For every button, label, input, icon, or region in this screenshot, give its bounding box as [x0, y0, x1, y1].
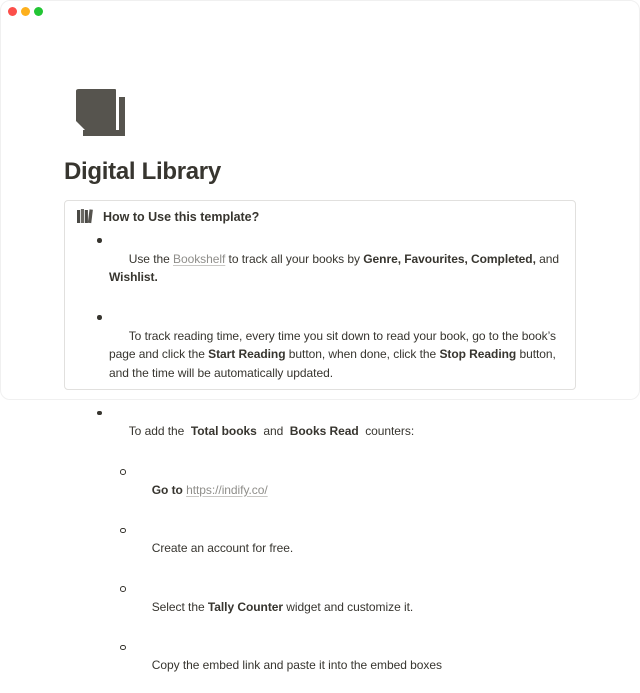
text-run-bold: Stop Reading [439, 347, 516, 361]
book-icon[interactable] [75, 87, 125, 137]
text-run-bold: Wishlist. [109, 270, 158, 284]
text-run: Create an account for free. [152, 541, 293, 555]
text-run: button, when done, click the [286, 347, 440, 361]
text-run-bold: Books Read [290, 424, 359, 438]
text-run-bold: Tally Counter [208, 600, 283, 614]
callout-header [65, 207, 575, 226]
sub-bullet-copy-embed [65, 638, 575, 693]
close-button[interactable] [8, 7, 17, 16]
text-run-bold: Go to [152, 483, 186, 497]
text-run: to track all your books by [225, 252, 363, 266]
text-run: widget and customize it. [283, 600, 413, 614]
text-run: Copy the embed link and paste it into the embed boxes [152, 658, 442, 672]
text-run: and [257, 424, 290, 438]
text-run: button, and the time will be automatically updated. [109, 347, 559, 380]
text-run: Select the [152, 600, 208, 614]
bullet-reading-time [65, 308, 575, 401]
bullet-counters [65, 404, 575, 460]
text-run: Use the [129, 252, 173, 266]
text-run-bold: Start Reading [208, 347, 285, 361]
sub-bullet-tally-counter [65, 579, 575, 635]
text-run: and [536, 252, 562, 266]
callout-heading: How to Use this template? [103, 210, 259, 224]
books-icon [77, 209, 94, 224]
zoom-button[interactable] [34, 7, 43, 16]
text-run: counters: [359, 424, 414, 438]
text-run-bold: Total books [191, 424, 257, 438]
window-titlebar [0, 0, 640, 24]
bookshelf-link[interactable]: Bookshelf [173, 252, 225, 266]
text-run: To track reading time, every time you sit down to read your book, go to the book’s page and click the [109, 329, 559, 362]
sub-bullet-go-to [65, 462, 575, 518]
text-run-bold: Genre, Favourites, Completed, [363, 252, 536, 266]
minimize-button[interactable] [21, 7, 30, 16]
how-to-callout [64, 200, 576, 390]
bullet-bookshelf [65, 231, 575, 305]
text-run: To add the [129, 424, 191, 438]
page-title: Digital Library [64, 158, 221, 186]
sub-bullet-create-account [65, 521, 575, 577]
indify-link[interactable]: https://indify.co/ [186, 483, 268, 497]
